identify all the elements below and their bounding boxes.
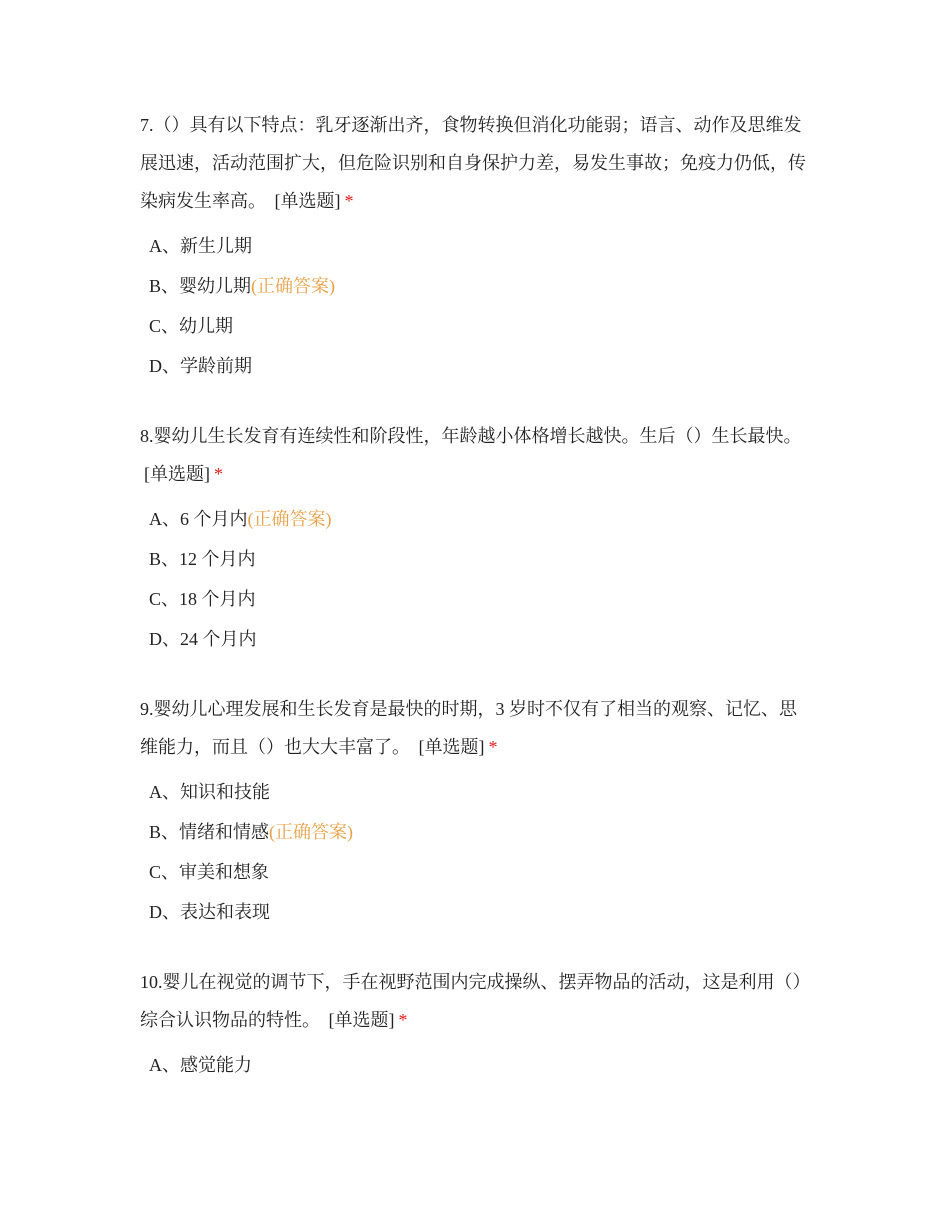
option-text: C、幼儿期 — [149, 316, 234, 336]
option-text: C、审美和想象 — [149, 862, 270, 882]
question-10 — [140, 963, 810, 1085]
option-b[interactable] — [140, 539, 810, 579]
option-text: D、24 个月内 — [149, 629, 257, 649]
option-a[interactable] — [140, 499, 810, 539]
question-9 — [140, 690, 810, 932]
correct-answer-label: (正确答案) — [269, 822, 354, 842]
question-8 — [140, 417, 810, 659]
question-type-label: [单选题] — [274, 191, 341, 211]
option-b[interactable] — [140, 812, 810, 852]
option-list — [140, 499, 810, 659]
option-c[interactable] — [140, 852, 810, 892]
option-text: D、学龄前期 — [149, 356, 252, 376]
required-mark: * — [488, 737, 498, 757]
question-7 — [140, 106, 810, 386]
option-text: C、18 个月内 — [149, 589, 256, 609]
option-text: A、知识和技能 — [149, 782, 270, 802]
option-text: B、情绪和情感 — [149, 822, 270, 842]
option-d[interactable] — [140, 619, 810, 659]
correct-answer-label: (正确答案) — [251, 276, 336, 296]
option-list — [140, 772, 810, 932]
option-d[interactable] — [140, 892, 810, 932]
required-mark: * — [214, 464, 223, 484]
question-stem: 9.婴幼儿心理发展和生长发育是最快的时期，3 岁时不仅有了相当的观察、记忆、思维能力，而且（）也大大丰富了。 — [140, 699, 797, 757]
option-b[interactable] — [140, 266, 810, 306]
question-type-label: [单选题] — [144, 464, 210, 484]
question-text — [140, 106, 810, 220]
question-type-label: [单选题] — [418, 737, 485, 757]
question-stem: 8.婴幼儿生长发育有连续性和阶段性，年龄越小体格增长越快。生后（）生长最快。 — [140, 426, 802, 446]
option-text: A、新生儿期 — [149, 236, 252, 256]
option-text: A、感觉能力 — [149, 1055, 252, 1075]
option-a[interactable] — [140, 772, 810, 812]
option-list — [140, 226, 810, 386]
option-c[interactable] — [140, 306, 810, 346]
option-a[interactable] — [140, 226, 810, 266]
correct-answer-label: (正确答案) — [247, 509, 332, 529]
question-stem: 10.婴儿在视觉的调节下，手在视野范围内完成操纵、摆弄物品的活动，这是利用（）综合认识物品的特性。 — [140, 972, 802, 1030]
required-mark: * — [398, 1010, 408, 1030]
option-text: A、6 个月内 — [149, 509, 248, 529]
option-c[interactable] — [140, 579, 810, 619]
option-text: D、表达和表现 — [149, 902, 270, 922]
option-d[interactable] — [140, 346, 810, 386]
question-text — [140, 417, 810, 493]
option-list — [140, 1045, 810, 1085]
option-a[interactable] — [140, 1045, 810, 1085]
question-text — [140, 690, 810, 766]
question-stem: 7.（）具有以下特点：乳牙逐渐出齐，食物转换但消化功能弱；语言、动作及思维发展迅速，活动范围扩大，但危险识别和自身保护力差，易发生事故；免疫力仍低，传染病发生率高。 — [140, 115, 806, 211]
option-text: B、12 个月内 — [149, 549, 256, 569]
required-mark: * — [344, 191, 354, 211]
question-text — [140, 963, 810, 1039]
option-text: B、婴幼儿期 — [149, 276, 252, 296]
question-type-label: [单选题] — [328, 1010, 395, 1030]
